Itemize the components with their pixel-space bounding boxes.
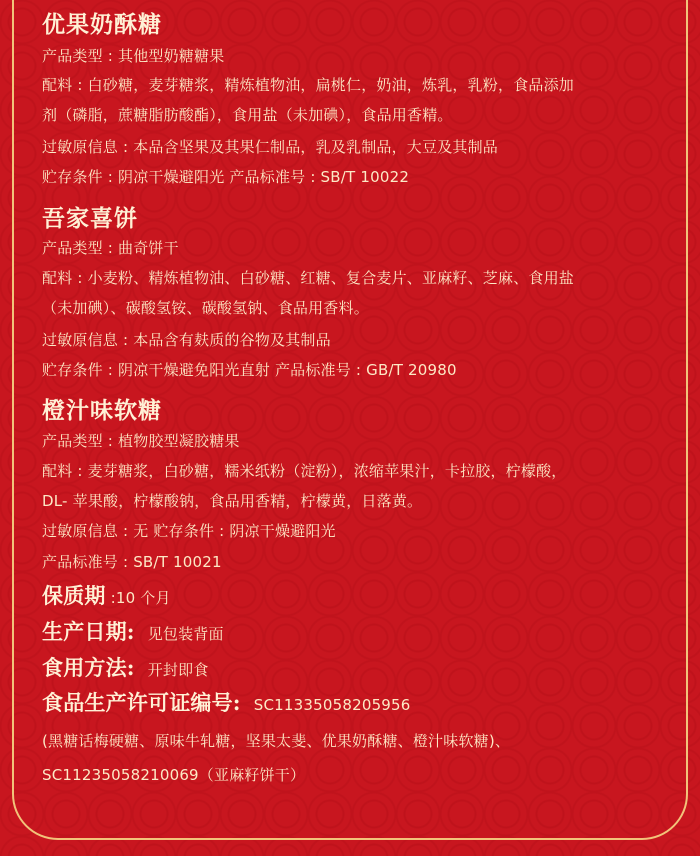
- ingredients: 配料 : 小麦粉、精炼植物油、白砂糖、红糖、复合麦片、亚麻籽、芝麻、食用盐: [42, 269, 574, 287]
- usage-row: [42, 652, 209, 682]
- product-type: 产品类型 : 植物胶型凝胶糖果: [42, 432, 240, 450]
- product-title: 橙汁味软糖: [42, 397, 162, 424]
- license-second: SC11235058210069（亚麻籽饼干）: [42, 766, 306, 784]
- allergen-storage: 过敏原信息 : 无 贮存条件 : 阴凉干燥避阳光: [42, 522, 336, 540]
- production-date-value: 见包装背面: [147, 625, 224, 643]
- license-products: (黑糖话梅硬糖、原味牛轧糖，坚果太斐、优果奶酥糖、橙汁味软糖)、: [42, 732, 511, 750]
- ingredients: 配料 : 白砂糖，麦芽糖浆，精炼植物油，扁桃仁，奶油，炼乳，乳粉，食品添加: [42, 76, 574, 94]
- production-date-row: [42, 616, 224, 646]
- usage-label: 食用方法:: [42, 655, 135, 680]
- allergen-info: 过敏原信息 : 本品含有麸质的谷物及其制品: [42, 331, 331, 349]
- ingredients-cont: DL- 苹果酸，柠檬酸钠，食品用香精，柠檬黄，日落黄。: [42, 492, 423, 510]
- ingredients: 配料 : 麦芽糖浆，白砂糖，糯米纸粉（淀粉），浓缩苹果汁，卡拉胶，柠檬酸，: [42, 462, 567, 480]
- ingredients-cont: （未加碘）、碳酸氢铵、碳酸氢钠、食品用香料。: [42, 299, 369, 317]
- product-title: 吾家喜饼: [42, 205, 138, 232]
- shelf-life-row: [42, 580, 171, 610]
- storage-standard: 贮存条件 : 阴凉干燥避阳光 产品标准号 : SB/T 10022: [42, 168, 410, 186]
- shelf-life-label: 保质期: [42, 583, 106, 608]
- production-date-label: 生产日期:: [42, 619, 135, 644]
- storage-standard: 贮存条件 : 阴凉干燥避免阳光直射 产品标准号 : GB/T 20980: [42, 361, 457, 379]
- shelf-life-value: :10 个月: [110, 589, 171, 607]
- usage-value: 开封即食: [147, 661, 209, 679]
- allergen-info: 过敏原信息 : 本品含坚果及其果仁制品，乳及乳制品，大豆及其制品: [42, 138, 498, 156]
- product-type: 产品类型 : 其他型奶糖糖果: [42, 47, 225, 65]
- product-type: 产品类型 : 曲奇饼干: [42, 239, 179, 257]
- license-value: SC11335058205956: [253, 696, 411, 714]
- license-label: 食品生产许可证编号:: [42, 690, 241, 715]
- license-row: [42, 687, 411, 717]
- product-title: 优果奶酥糖: [42, 11, 162, 38]
- ingredients-cont: 剂（磷脂，蔗糖脂肪酸酯），食用盐（未加碘），食品用香精。: [42, 106, 453, 124]
- standard-number: 产品标准号 : SB/T 10021: [42, 553, 222, 571]
